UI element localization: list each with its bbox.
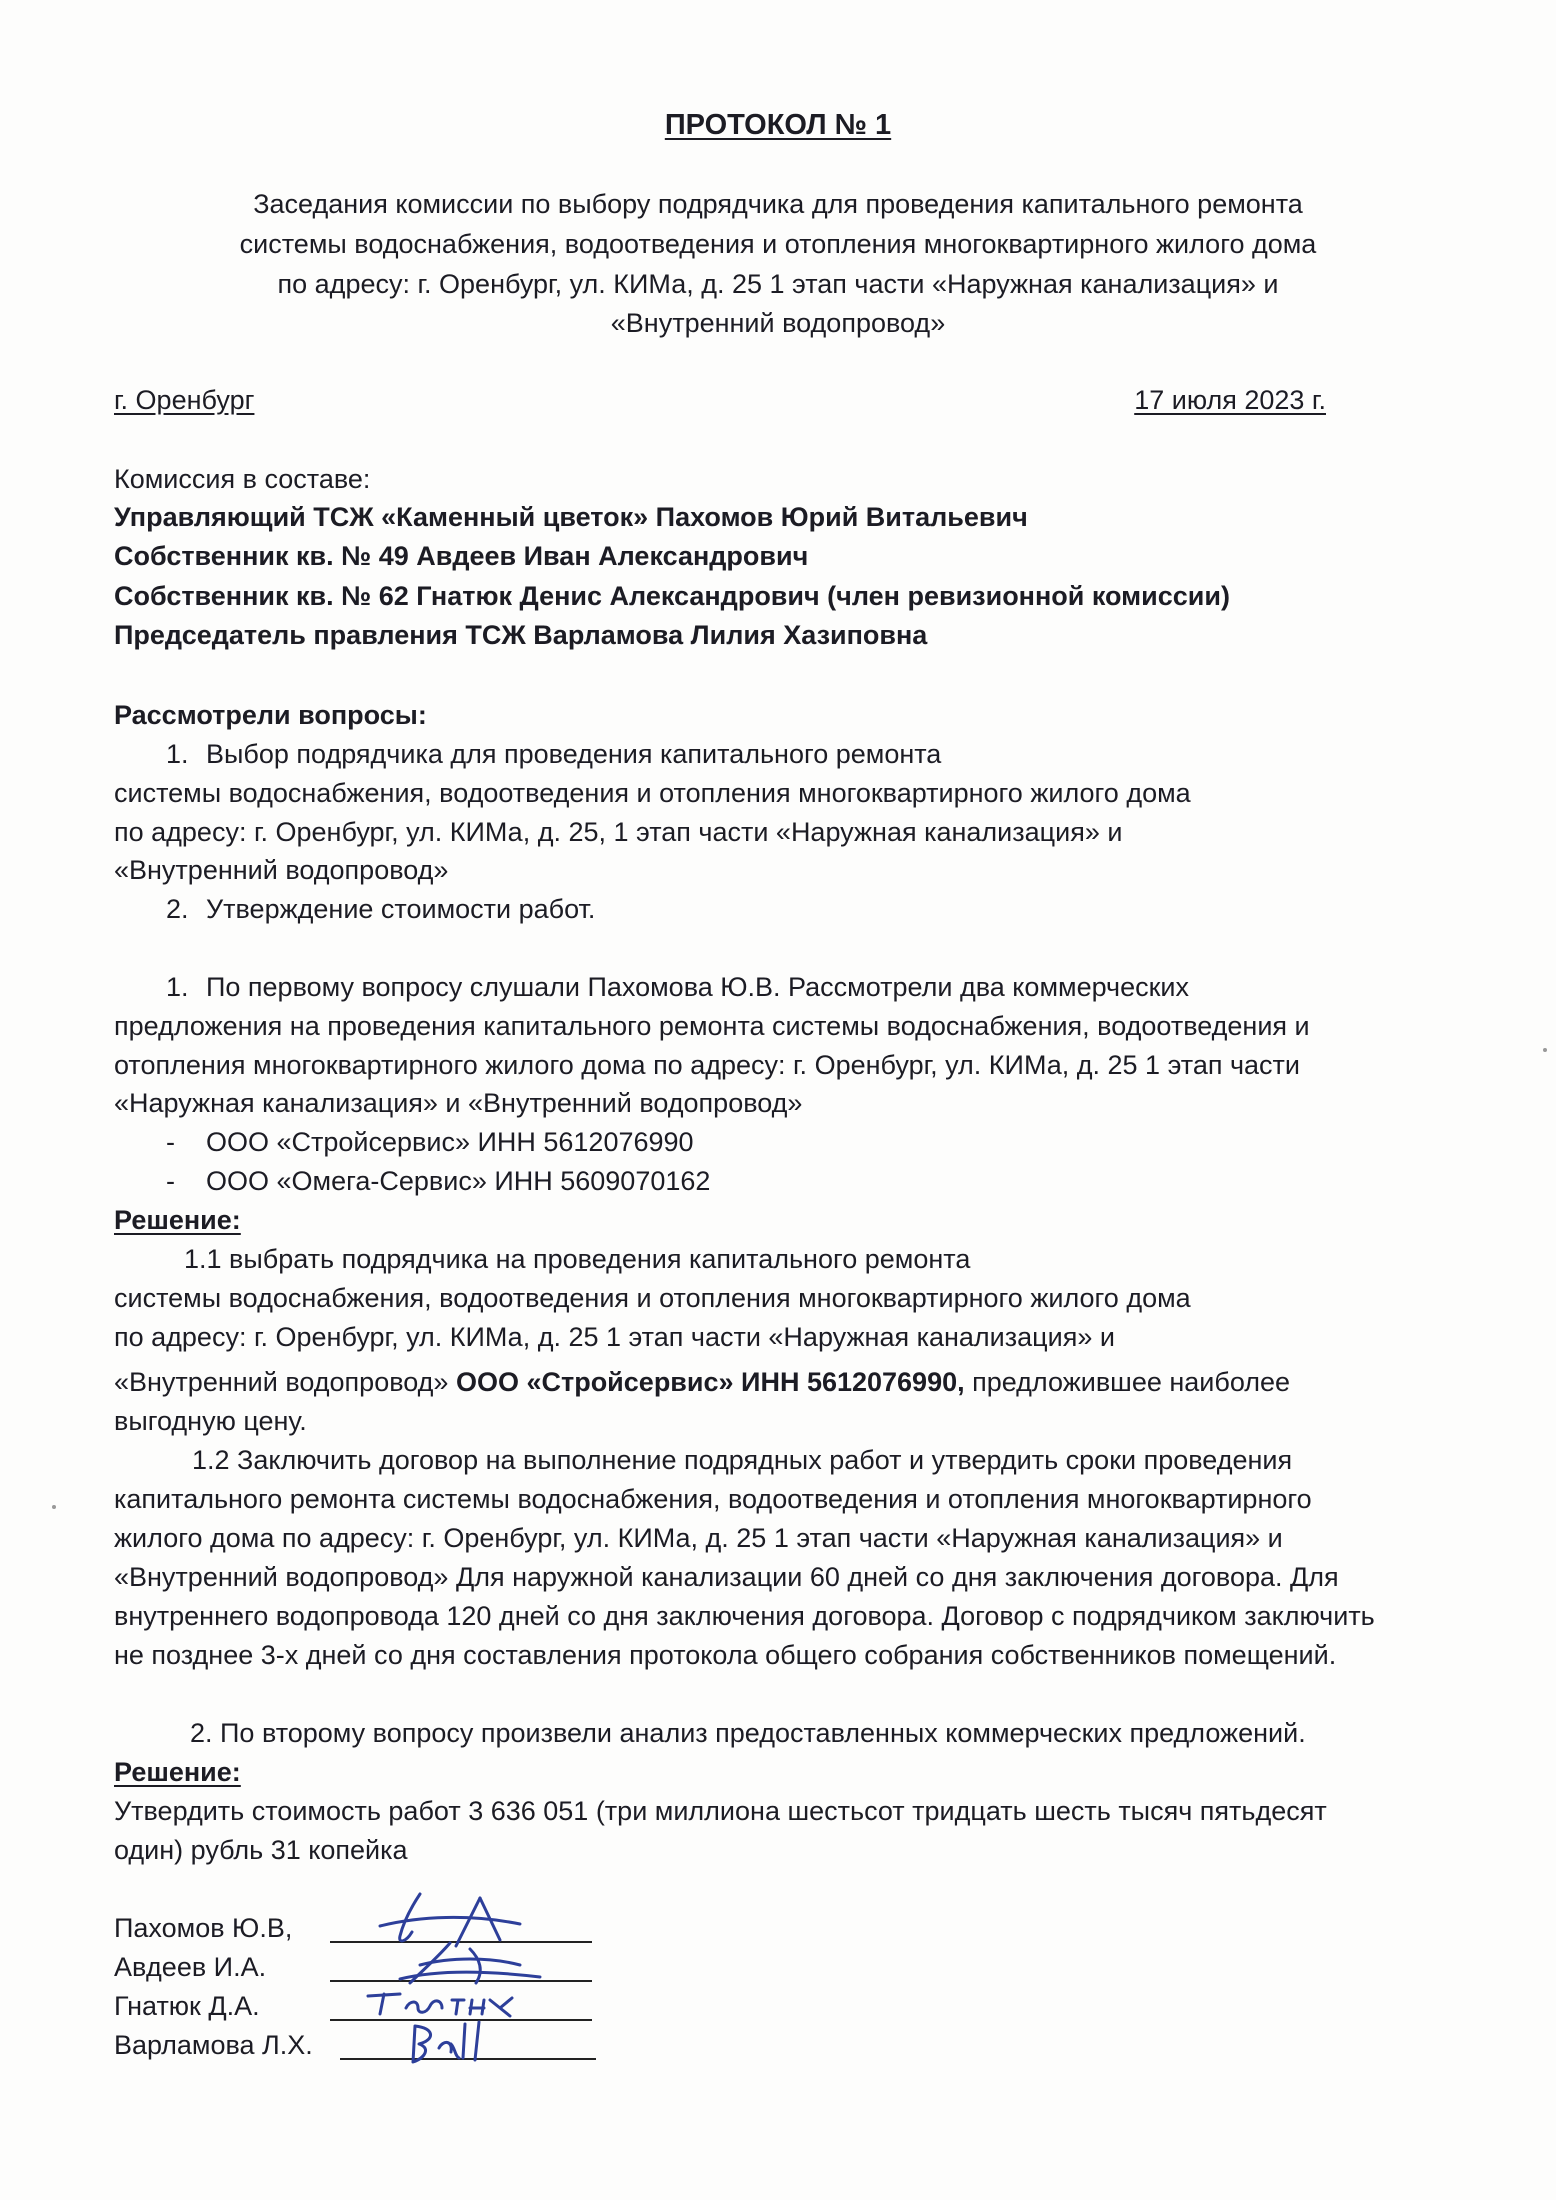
decision-text: «Внутренний водопровод» xyxy=(114,1367,456,1397)
decision-line: системы водоснабжения, водоотведения и отопления многоквартирного жилого дома xyxy=(114,1283,1191,1313)
list-dash: - xyxy=(166,1127,175,1157)
decision-text: предложившее наиболее xyxy=(964,1367,1291,1397)
commission-member: Собственник кв. № 49 Авдеев Иван Александрович xyxy=(114,541,809,571)
signatory-name: Варламова Л.Х. xyxy=(114,2030,313,2060)
subtitle-line: системы водоснабжения, водоотведения и отопления многоквартирного жилого дома xyxy=(239,229,1317,259)
commission-intro: Комиссия в составе: xyxy=(114,464,371,494)
decision-line: не позднее 3-х дней со дня составления протокола общего собрания собственников помещений. xyxy=(114,1640,1337,1670)
agenda-number: 2. xyxy=(166,894,189,924)
signatory-name: Авдеев И.А. xyxy=(114,1952,267,1982)
list-dash: - xyxy=(166,1166,175,1196)
section-number: 1. xyxy=(166,972,189,1002)
section2-line: 2. По второму вопросу произвели анализ предоставленных коммерческих предложений. xyxy=(190,1718,1306,1748)
date: 17 июля 2023 г. xyxy=(1134,385,1326,415)
decision-line: внутреннего водопровода 120 дней со дня заключения договора. Договор с подрядчиком заключить xyxy=(114,1601,1375,1631)
scan-speck xyxy=(52,1505,56,1509)
decision-line: «Внутренний водопровод» Для наружной канализации 60 дней со дня заключения договора. Для xyxy=(114,1562,1339,1592)
place: г. Оренбург xyxy=(114,385,255,415)
decision-line xyxy=(114,1365,1290,1399)
bidder-item: ООО «Стройсервис» ИНН 5612076990 xyxy=(206,1127,694,1157)
subtitle-line: Заседания комиссии по выбору подрядчика для проведения капитального ремонта xyxy=(253,189,1303,219)
cost-line: один) рубль 31 копейка xyxy=(114,1835,408,1865)
agenda-heading: Рассмотрели вопросы: xyxy=(114,700,427,730)
document-title: ПРОТОКОЛ № 1 xyxy=(664,109,892,141)
paragraph-line: По первому вопросу слушали Пахомова Ю.В. Рассмотрели два коммерческих xyxy=(206,972,1189,1002)
signatory-name: Гнатюк Д.А. xyxy=(114,1991,260,2021)
agenda-item: Выбор подрядчика для проведения капитального ремонта xyxy=(206,739,942,769)
cost-line: Утвердить стоимость работ 3 636 051 (три миллиона шестьсот тридцать шесть тысяч пятьдесят xyxy=(114,1796,1327,1826)
agenda-item: системы водоснабжения, водоотведения и отопления многоквартирного жилого дома xyxy=(114,778,1191,808)
scan-speck xyxy=(1543,1048,1547,1052)
paragraph-line: предложения на проведения капитального ремонта системы водоснабжения, водоотведения и xyxy=(114,1011,1310,1041)
decision-heading: Решение: xyxy=(114,1757,241,1787)
decision-line: выгодную цену. xyxy=(114,1406,307,1436)
paragraph-line: «Наружная канализация» и «Внутренний водопровод» xyxy=(114,1088,803,1118)
signature-varlamova xyxy=(395,2018,515,2068)
agenda-number: 1. xyxy=(166,739,189,769)
bidder-item: ООО «Омега-Сервис» ИНН 5609070162 xyxy=(206,1166,711,1196)
commission-member: Управляющий ТСЖ «Каменный цветок» Пахомов Юрий Витальевич xyxy=(114,502,1028,532)
commission-member: Председатель правления ТСЖ Варламова Лилия Хазиповна xyxy=(114,620,928,650)
agenda-item: Утверждение стоимости работ. xyxy=(206,894,596,924)
signatory-name: Пахомов Ю.В, xyxy=(114,1913,293,1943)
agenda-item: по адресу: г. Оренбург, ул. КИМа, д. 25, 1 этап части «Наружная канализация» и xyxy=(114,817,1123,847)
decision-heading: Решение: xyxy=(114,1205,241,1235)
decision-line: 1.1 выбрать подрядчика на проведения капитального ремонта xyxy=(184,1244,971,1274)
agenda-item: «Внутренний водопровод» xyxy=(114,855,449,885)
decision-line: жилого дома по адресу: г. Оренбург, ул. КИМа, д. 25 1 этап части «Наружная канализация» и xyxy=(114,1523,1283,1553)
decision-line: капитального ремонта системы водоснабжения, водоотведения и отопления многоквартирного xyxy=(114,1484,1312,1514)
chosen-contractor: ООО «Стройсервис» ИНН 5612076990, xyxy=(455,1367,965,1397)
decision-line: по адресу: г. Оренбург, ул. КИМа, д. 25 1 этап части «Наружная канализация» и xyxy=(114,1322,1115,1352)
subtitle-line: по адресу: г. Оренбург, ул. КИМа, д. 25 1 этап части «Наружная канализация» и xyxy=(277,269,1279,299)
decision-line: 1.2 Заключить договор на выполнение подрядных работ и утвердить сроки проведения xyxy=(192,1445,1293,1475)
subtitle-line: «Внутренний водопровод» xyxy=(610,308,946,338)
paragraph-line: отопления многоквартирного жилого дома по адресу: г. Оренбург, ул. КИМа, д. 25 1 этап части xyxy=(114,1050,1300,1080)
commission-member: Собственник кв. № 62 Гнатюк Денис Александрович (член ревизионной комиссии) xyxy=(114,581,1230,611)
